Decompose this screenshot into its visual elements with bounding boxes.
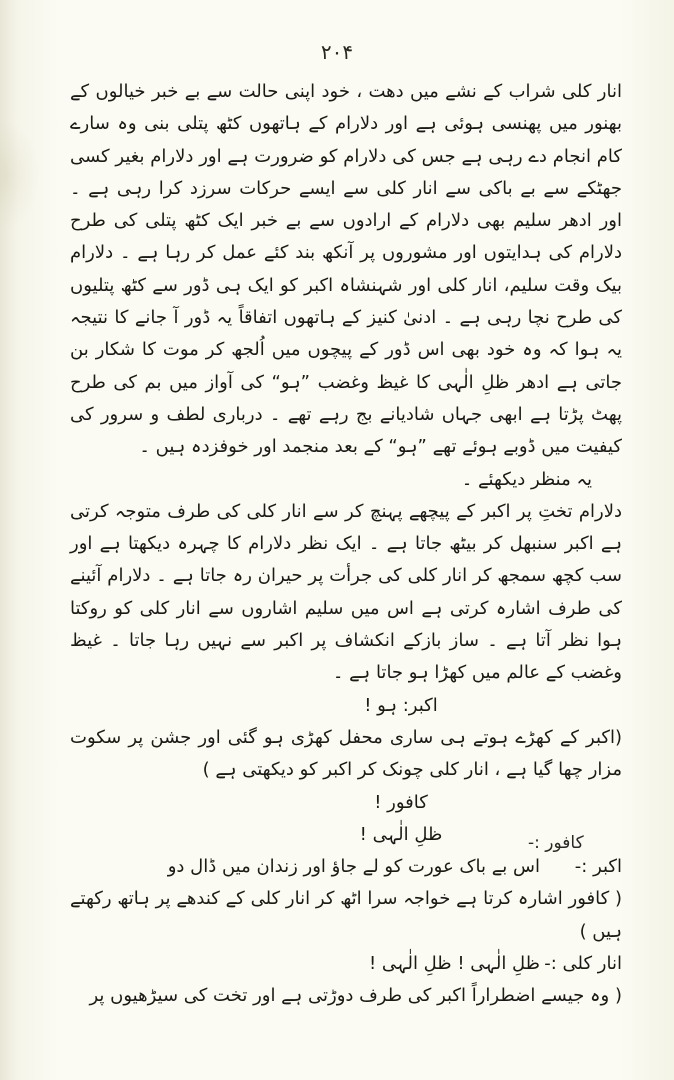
stage-direction-court: (اکبر کے کھڑے ہوتے ہی ساری محفل کھڑی ہو گئی اور جشن پر سکوت مزار چھا گیا ہے ، انار کلی چونک کر اکبر کو دیکھتی ہے ) (70, 726, 622, 781)
stage-direction (70, 980, 622, 1012)
dialogue-line (70, 948, 622, 980)
paragraph-intro: انار کلی شراب کے نشے میں دھت ، خود اپنی حالت سے بے خبر خیالوں کے بھنور میں پھنسی ہوئی ہے اور دلارام کے ہاتھوں کٹھ پتلی بنی وہ سارے کام انجام دے رہی ہے جس کی دلارام کو ضرورت ہے اور دلارام بغیر کسی جھٹکے سے بے باکی سے انار کلی سے ایسے حرکات سرزد کرا رہی ہے ۔ اور ادھر سلیم بھی دلارام کے ارادوں سے بے خبر ایک کٹھ پتلی کی طرح دلارام کی ہدایتوں اور مشوروں پر آنکھ بند کئے عمل کر رہا ہے ۔ دلارام بیک وقت سلیم، انار کلی اور شہنشاہ اکبر کو ایک ہی ڈور سے کٹھ پتلیوں کی طرح نچا رہی ہے ۔ ادنیٰ کنیز کے ہاتھوں اتفاقاً یہ ڈور آ جانے کا نتیجہ یہ ہوا کہ وہ خود بھی اس ڈور کے پیچوں میں اُلجھ کر موت کا شکار بن جاتی ہے ادھر ظلِ الٰہی کا غیظ وغضب ”ہو“ کی آواز میں بم کی طرح پھٹ پڑتا ہے ابھی جہاں شادیانے بج رہے تھے ۔ درباری لطف و سرور کی کیفیت میں ڈوبے ہوئے تھے ”ہو“ کے بعد منجمد اور خوفزدہ ہیں ۔ (70, 81, 622, 458)
dialogue-akbar-hoo: اکبر: ہو ! (364, 694, 438, 716)
dialogue-text: اس بے باک عورت کو لے جاؤ اور زندان میں ڈال دو (167, 856, 540, 878)
dialogue-kafoor-call: کافور ! (374, 791, 428, 813)
page-number: ۲۰۴ (320, 40, 354, 64)
dialogue-line (70, 851, 622, 883)
page-body (70, 76, 622, 1013)
stage-direction-text: ( وہ جیسے اضطراراً اکبر کی طرف دوڑتی ہے اور تخت کی سیڑھیوں پر (89, 985, 622, 1007)
paper-stain (0, 120, 40, 230)
speaker-label: اکبر :- (574, 856, 622, 878)
dialogue-zill-e-ilahi: ظلِ الٰہی ! (359, 823, 443, 845)
stage-direction (70, 883, 622, 948)
speaker-label: انار کلی :- (544, 953, 622, 975)
stage-direction-text: ( کافور اشارہ کرتا ہے خواجہ سرا اٹھ کر انار کلی کے کندھے پر ہاتھ رکھتے ہیں ) (70, 888, 622, 942)
margin-speaker-note: کافور :- (528, 833, 584, 853)
paragraph-scene-description: دلارام تختِ پر اکبر کے پیچھے پہنچ کر سے انار کلی کی طرف متوجہ کرتی ہے اکبر سنبھل کر بیٹھ جاتا ہے ۔ ایک نظر دلارام کا چہرہ دیکھتا ہے اور سب کچھ سمجھ کر انار کلی کی جرأت پر حیران رہ جاتا ہے ۔ دلارام آئینے کی طرف اشارہ کرتی ہے اس میں سلیم اشاروں سے انار کلی کو روکتا ہوا نظر آتا ہے ۔ ساز بازکے انکشاف پر اکبر سے نہیں رہا جاتا ۔ غیظ وغضب کے عالم میں کھڑا ہو جاتا ہے ۔ (70, 500, 622, 684)
dialogue-text: ظلِ الٰہی ! ظلِ الٰہی ! (368, 953, 540, 975)
paragraph-scene-heading: یہ منظر دیکھئے ۔ (461, 468, 592, 490)
